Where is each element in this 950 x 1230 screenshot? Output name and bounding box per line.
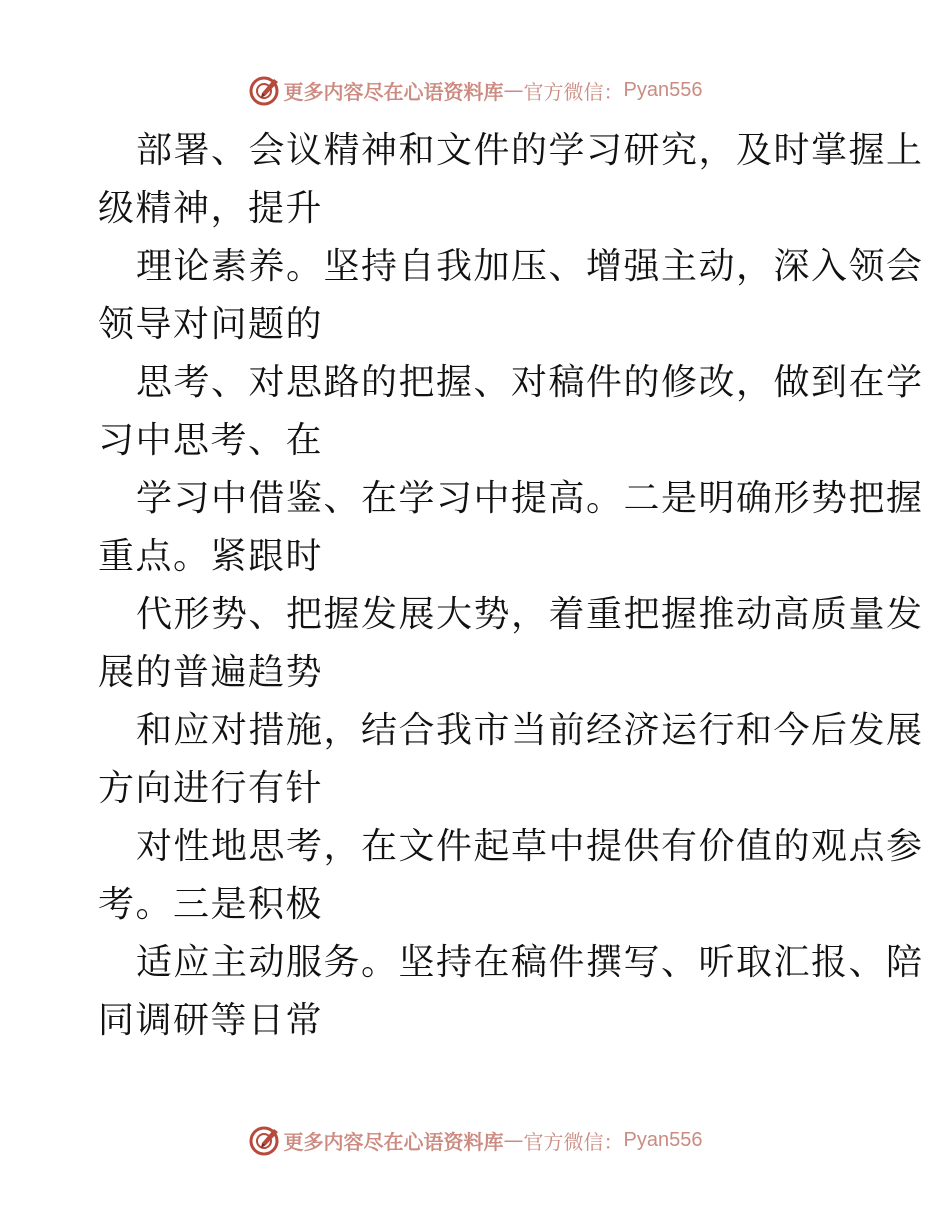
footer-banner-wechat-id: Pyan556 [623, 1128, 703, 1151]
body-line: 对性地思考，在文件起草中提供有价值的观点参 [136, 826, 924, 867]
header-banner-suffix: 官方微信： [523, 79, 624, 104]
body-line: 考。三是积极 [98, 884, 324, 925]
body-line: 适应主动服务。坚持在稿件撰写、听取汇报、陪 [136, 942, 924, 983]
document-body [98, 122, 924, 1050]
body-line: 部署、会议精神和文件的学习研究，及时掌握上 [136, 130, 924, 171]
body-line: 理论素养。坚持自我加压、增强主动，深入领会 [136, 246, 924, 287]
pen-nib-logo-icon [248, 73, 282, 107]
body-line: 领导对问题的 [98, 304, 324, 345]
body-line: 重点。紧跟时 [98, 536, 324, 577]
body-line: 思考、对思路的把握、对稿件的修改，做到在学 [136, 362, 924, 403]
body-line: 和应对措施，结合我市当前经济运行和今后发展 [136, 710, 924, 751]
body-line: 习中思考、在 [98, 420, 324, 461]
header-banner-text: 更多内容尽在心语资料库 [283, 79, 504, 104]
header-banner-separator: — [503, 78, 524, 102]
header-banner-wechat-id: Pyan556 [623, 78, 703, 101]
footer-banner-separator: — [503, 1128, 524, 1152]
footer-banner-suffix: 官方微信： [523, 1129, 624, 1154]
body-line: 级精神，提升 [98, 188, 324, 229]
footer-watermark-banner [0, 1120, 950, 1160]
pen-nib-logo-icon [248, 1123, 282, 1157]
body-line: 代形势、把握发展大势，着重把握推动高质量发 [136, 594, 924, 635]
header-watermark-banner [0, 70, 950, 110]
body-line: 方向进行有针 [98, 768, 324, 809]
footer-banner-text: 更多内容尽在心语资料库 [283, 1129, 504, 1154]
body-line: 学习中借鉴、在学习中提高。二是明确形势把握 [136, 478, 924, 519]
body-line: 展的普遍趋势 [98, 652, 324, 693]
body-line: 同调研等日常 [98, 1000, 324, 1041]
